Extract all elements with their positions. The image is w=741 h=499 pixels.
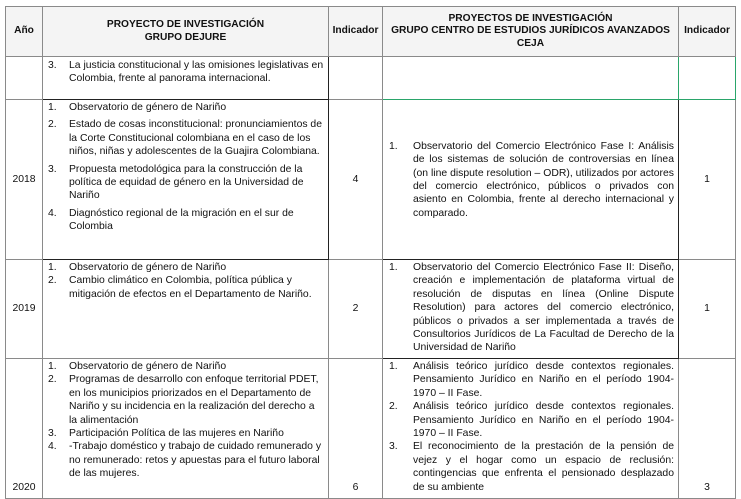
- list-item: 4. Diagnóstico regional de la migración en el sur de Colombia: [48, 207, 294, 233]
- header-year: Año: [6, 7, 43, 57]
- dejure-projects-cell: [43, 260, 329, 359]
- dejure-projects-cell: [43, 57, 329, 100]
- year-cell: 2019: [6, 260, 43, 359]
- ceja-projects-cell: [383, 260, 679, 359]
- indicator-left-cell: 4: [329, 100, 383, 260]
- table-row: [6, 260, 736, 359]
- list-item: 2. Programas de desarrollo con enfoque territorial PDET, en los municipios priorizados en el Departamento de Nariño y su incidencia en la realización del derecho a la alimentación: [48, 374, 319, 426]
- list-item: 1. Observatorio del Comercio Electrónico Fase I: Análisis de los sistemas de solución de controversias en línea (on line dispute resolution – ODR), utilizados por actores del comercio electrónico, públicos o privados con asiento en Colombia, frente al derecho internacional y comparado.: [389, 140, 674, 219]
- indicator-right-cell: 1: [679, 260, 736, 359]
- indicator-left-cell: 6: [329, 359, 383, 499]
- list-item: 3. La justicia constitucional y las omisiones legislativas en Colombia, frente al panorama internacional.: [48, 60, 324, 85]
- table-row: [6, 57, 736, 100]
- ceja-projects-cell: [383, 100, 679, 260]
- list-item: 2. Cambio climático en Colombia, política pública y mitigación de efectos en el Departamento de Nariño.: [48, 275, 312, 300]
- ceja-projects-cell: [383, 57, 679, 100]
- projects-table: [5, 6, 736, 499]
- dejure-projects-cell: [43, 359, 329, 499]
- dejure-projects-cell: [43, 100, 329, 260]
- header-indicator-right: Indicador: [679, 7, 736, 57]
- header-indicator-left: Indicador: [329, 7, 383, 57]
- list-item: 3. Participación Política de las mujeres en Nariño: [48, 428, 284, 440]
- year-cell: [6, 57, 43, 100]
- indicator-right-cell: [679, 57, 736, 100]
- table-row: [6, 359, 736, 499]
- indicator-left-cell: 2: [329, 260, 383, 359]
- list-item: 2. Estado de cosas inconstitucional: pronunciamientos de la Corte Constitucional colombiana en el caso de los niños, niñas y adolescentes de la Guajira Colombiana.: [48, 119, 322, 158]
- indicator-right-cell: 1: [679, 100, 736, 260]
- indicator-left-cell: [329, 57, 383, 100]
- list-item: 1. Observatorio de género de Nariño: [48, 361, 227, 372]
- list-item: 4. -Trabajo doméstico y trabajo de cuidado remunerado y no remunerado: retos y apuestas para el futuro laboral de las mujeres.: [48, 441, 322, 480]
- list-item: 2. Análisis teórico jurídico desde contextos regionales. Pensamiento Jurídico en Nariño en el período 1904-1970 – II Fase.: [389, 401, 674, 440]
- indicator-right-cell: 3: [679, 359, 736, 499]
- list-item: 1. Análisis teórico jurídico desde contextos regionales. Pensamiento Jurídico en Nariño en el período 1904-1970 – II Fase.: [389, 361, 674, 399]
- list-item: 1. Observatorio de género de Nariño: [48, 262, 227, 273]
- list-item: 1. Observatorio de género de Nariño: [48, 102, 227, 113]
- list-item: 3. Propuesta metodológica para la construcción de la política de equidad de género en la Universidad de Nariño: [48, 163, 304, 202]
- year-cell: 2018: [6, 100, 43, 260]
- ceja-projects-cell: [383, 359, 679, 499]
- list-item: 1. Observatorio del Comercio Electrónico Fase II: Diseño, creación e implementación de plataforma virtual de resolución de disputas en línea (Online Dispute Resolution) para actores del comercio electrónico, públicos o privados a ser implementada a través de Consultorios Jurídicos de La Facultad de Derecho de la Universidad de Nariño: [389, 262, 674, 354]
- header-row: [6, 7, 736, 57]
- table-row: [6, 100, 736, 260]
- list-item: 3. El reconocimiento de la prestación de la pensión de vejez y el hogar como un espacio de reclusión: contingencias que enfrenta el pensionado desplazado de su ambiente: [389, 441, 674, 493]
- header-project-dejure: PROYECTO DE INVESTIGACIÓN GRUPO DEJURE: [43, 7, 329, 57]
- header-project-ceja: PROYECTOS DE INVESTIGACIÓN GRUPO CENTRO DE ESTUDIOS JURÍDICOS AVANZADOS CEJA: [383, 7, 679, 57]
- year-cell: 2020: [6, 359, 43, 499]
